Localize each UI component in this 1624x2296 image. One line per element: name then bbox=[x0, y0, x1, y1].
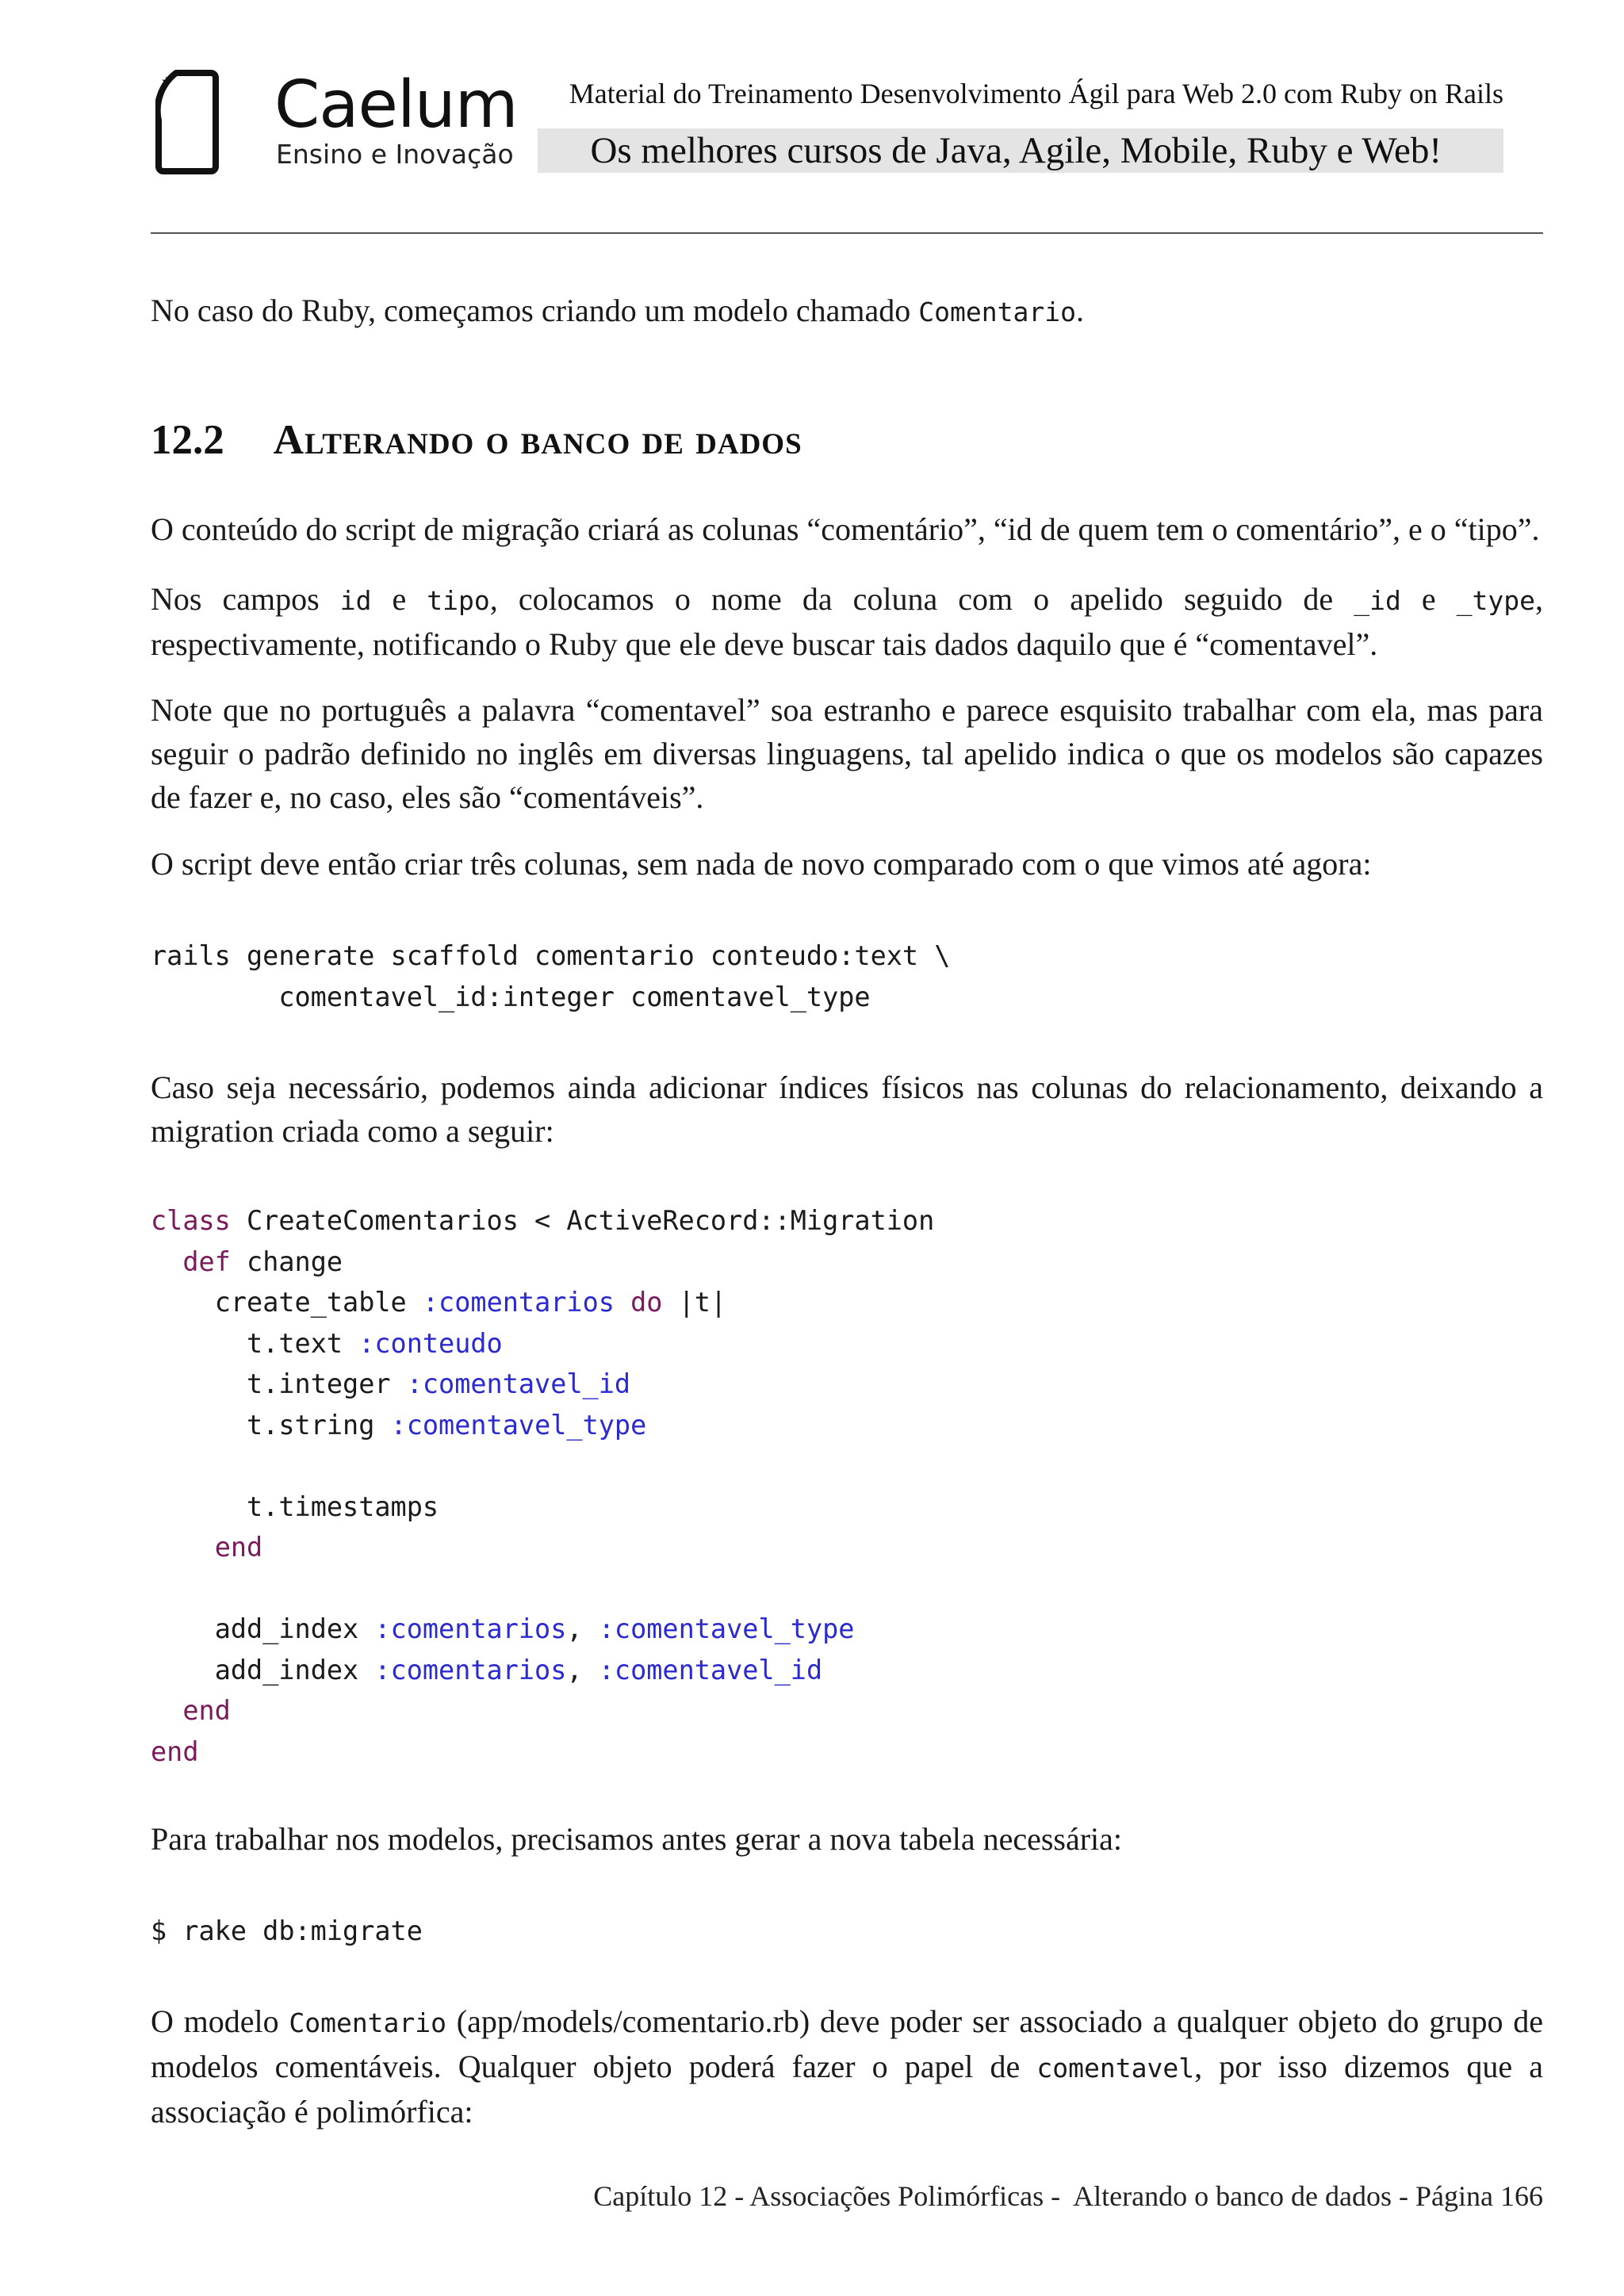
code-line bbox=[151, 1527, 934, 1568]
paragraph-7 bbox=[151, 1999, 1543, 2133]
code-text: add_index bbox=[214, 1613, 375, 1644]
code-line bbox=[151, 1282, 934, 1323]
keyword: end bbox=[214, 1532, 263, 1563]
code-text: t.timestamps bbox=[247, 1490, 439, 1522]
p2-code: _type bbox=[1456, 585, 1536, 616]
code-line bbox=[151, 1690, 934, 1732]
p2-code: id bbox=[339, 585, 372, 616]
section-heading bbox=[151, 412, 802, 468]
code-line bbox=[151, 1609, 934, 1650]
logo-wordmark: Caelum bbox=[274, 67, 518, 143]
paragraph-5: Caso seja necessário, podemos ainda adicionar índices físicos nas colunas do relacionamento, deixando a migration criada como a seguir: bbox=[151, 1070, 1543, 1149]
symbol: :comentarios bbox=[422, 1287, 615, 1318]
logo-tagline: Ensino e Inovação bbox=[276, 139, 514, 170]
code-line bbox=[151, 1445, 934, 1487]
code-line bbox=[151, 1200, 934, 1242]
code-text: add_index bbox=[214, 1654, 375, 1686]
code-text: , bbox=[566, 1613, 599, 1644]
paragraph-6: Para trabalhar nos modelos, precisamos antes gerar a nova tabela necessária: bbox=[151, 1821, 1123, 1857]
code-text: CreateComentarios < ActiveRecord::Migration bbox=[230, 1205, 935, 1236]
keyword: def bbox=[182, 1246, 231, 1277]
header-subtitle: Material do Treinamento Desenvolvimento Ágil para Web 2.0 com Ruby on Rails bbox=[569, 78, 1503, 109]
code-text: change bbox=[230, 1246, 343, 1277]
p7-code: Comentario bbox=[289, 2007, 447, 2038]
code-line bbox=[151, 1487, 934, 1528]
symbol: :comentarios bbox=[374, 1654, 567, 1686]
p2-text: Nos campos bbox=[151, 581, 340, 617]
paragraph-3: Note que no português a palavra “comentavel” soa estranho e parece esquisito trabalhar com ela, mas para seguir o padrão definido no inglês em diversas linguagens, tal apelido indica o que os modelos são capazes de fazer e, no caso, eles são “comentáveis”. bbox=[151, 692, 1543, 815]
code-line: $ rake db:migrate bbox=[151, 1915, 423, 1946]
symbol: :comentarios bbox=[374, 1613, 567, 1644]
caelum-logo-icon bbox=[155, 68, 219, 176]
code-block-migration bbox=[151, 1200, 934, 1772]
code-line bbox=[151, 1323, 934, 1364]
code-block-scaffold bbox=[151, 936, 950, 1017]
intro-text-end: . bbox=[1075, 293, 1084, 328]
keyword: do bbox=[630, 1287, 663, 1318]
code-line bbox=[151, 1364, 934, 1405]
code-line: comentavel_id:integer comentavel_type bbox=[151, 981, 871, 1012]
code-line bbox=[151, 1568, 934, 1609]
code-line bbox=[151, 1732, 934, 1773]
keyword: end bbox=[151, 1735, 199, 1767]
symbol: :comentavel_id bbox=[406, 1368, 631, 1399]
symbol: :comentavel_type bbox=[598, 1613, 855, 1644]
paragraph-1: O conteúdo do script de migração criará as colunas “comentário”, “id de quem tem o comentário”, e o “tipo”. bbox=[151, 511, 1540, 547]
p2-code: _id bbox=[1354, 585, 1401, 616]
keyword: end bbox=[182, 1695, 231, 1726]
code-line bbox=[151, 1650, 934, 1691]
p7-code: comentavel bbox=[1036, 2053, 1195, 2084]
keyword: class bbox=[151, 1205, 231, 1236]
code-line bbox=[151, 1405, 934, 1446]
header-slogan: Os melhores cursos de Java, Agile, Mobile, Ruby e Web! bbox=[590, 130, 1442, 171]
code-text: t.string bbox=[247, 1409, 391, 1441]
code-block-rake bbox=[151, 1911, 423, 1952]
p2-text: , respectivamente, notificando o Ruby que ele deve buscar tais dados daquilo que é “comentavel”. bbox=[151, 581, 1544, 662]
intro-paragraph bbox=[151, 289, 1543, 334]
code-line: rails generate scaffold comentario conteudo:text \ bbox=[151, 940, 951, 971]
code-text: , bbox=[566, 1654, 599, 1686]
code-text: t.integer bbox=[247, 1368, 407, 1399]
symbol: :comentavel_type bbox=[390, 1409, 647, 1441]
p2-text: e bbox=[1400, 581, 1457, 617]
paragraph-4: O script deve então criar três colunas, sem nada de novo comparado com o que vimos até agora: bbox=[151, 846, 1372, 882]
symbol: :conteudo bbox=[358, 1327, 503, 1359]
page-footer: Capítulo 12 - Associações Polimórficas - Alterando o banco de dados - Página 166 bbox=[593, 2180, 1543, 2212]
intro-text: No caso do Ruby, começamos criando um modelo chamado bbox=[151, 293, 919, 328]
p2-text: , colocamos o nome da coluna com o apelido seguido de bbox=[489, 581, 1354, 617]
p7-text: , por isso dizemos que a associação é polimórfica: bbox=[151, 2049, 1544, 2130]
p2-code: tipo bbox=[427, 585, 490, 616]
code-line bbox=[151, 1242, 934, 1283]
p7-text: O modelo bbox=[151, 2003, 289, 2039]
code-text: |t| bbox=[662, 1287, 727, 1318]
code-text: create_table bbox=[214, 1287, 423, 1318]
p2-text: e bbox=[371, 581, 427, 617]
code-text: t.text bbox=[247, 1327, 359, 1359]
section-number: 12.2 bbox=[151, 417, 224, 463]
p7-text: (app/models/comentario.rb) deve poder ser associado a qualquer objeto do grupo de modelos comentáveis. Qualquer objeto poderá fazer o papel de bbox=[151, 2003, 1543, 2084]
header-divider bbox=[151, 232, 1543, 234]
section-title: Alterando o banco de dados bbox=[273, 417, 802, 463]
intro-code: Comentario bbox=[918, 297, 1076, 327]
paragraph-2 bbox=[151, 577, 1543, 666]
symbol: :comentavel_id bbox=[598, 1654, 823, 1686]
